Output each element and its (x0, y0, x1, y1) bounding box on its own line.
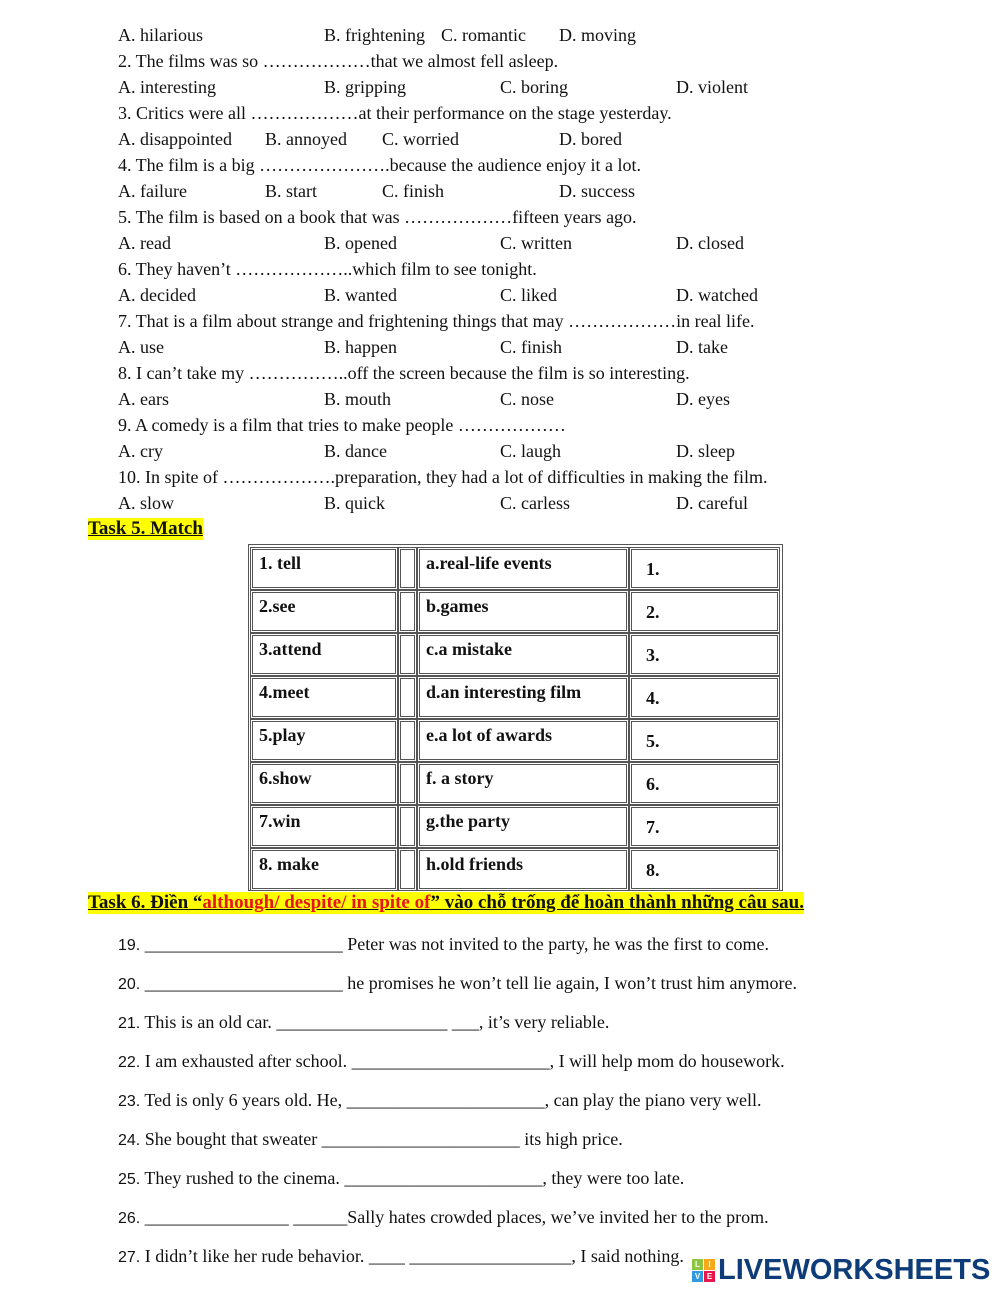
sentence-item (118, 933, 769, 957)
item-sentence[interactable]: ________________ ______Sally hates crowded places, we’ve invited her to the prom. (140, 1207, 769, 1227)
item-number: 20. (118, 976, 141, 993)
match-divider-cell (398, 676, 417, 719)
option-d: D. bored (559, 129, 622, 149)
option-a: A. failure (118, 181, 187, 201)
answer-cell[interactable]: 2. (629, 590, 780, 633)
match-left-cell: 8. make (250, 848, 398, 891)
option-d: D. violent (676, 77, 748, 97)
option-b: B. start (265, 181, 317, 201)
answer-cell[interactable]: 4. (629, 676, 780, 719)
item-sentence[interactable]: She bought that sweater ______________________ its high price. (140, 1129, 623, 1149)
match-right-cell: a.real-life events (417, 547, 629, 590)
option-c: C. finish (382, 181, 445, 201)
option-c: C. finish (500, 337, 563, 357)
item-number: 23. (118, 1093, 141, 1110)
answer-cell[interactable]: 1. (629, 547, 780, 590)
question-text: 4. The film is a big ………………….because the audience enjoy it a lot. (118, 155, 642, 175)
option-c: C. worried (382, 129, 459, 149)
sentence-item (118, 1167, 684, 1191)
match-divider-cell (398, 762, 417, 805)
task6-title (88, 892, 804, 914)
match-right-cell: g.the party (417, 805, 629, 848)
question-text: 5. The film is based on a book that was ………………fifteen years ago. (118, 207, 637, 227)
item-number: 25. (118, 1171, 141, 1188)
option-b: B. mouth (324, 389, 392, 409)
match-right-cell: f. a story (417, 762, 629, 805)
option-b: B. dance (324, 441, 387, 461)
item-number: 19. (118, 937, 141, 954)
match-divider-cell (398, 805, 417, 848)
task5-title: Task 5. Match (88, 518, 203, 539)
logo-letter-tile: I (704, 1259, 715, 1270)
option-b: B. gripping (324, 77, 407, 97)
answer-cell[interactable]: 3. (629, 633, 780, 676)
match-left-cell: 6.show (250, 762, 398, 805)
item-number: 22. (118, 1054, 141, 1071)
answer-cell[interactable]: 6. (629, 762, 780, 805)
match-left-cell: 3.attend (250, 633, 398, 676)
option-b: B. happen (324, 337, 397, 357)
item-sentence[interactable]: I didn’t like her rude behavior. ____ __________________, I said nothing. (140, 1246, 684, 1266)
option-d: D. careful (676, 493, 748, 513)
option-a: A. read (118, 233, 171, 253)
option-a: A. hilarious (118, 25, 203, 45)
option-c: C. boring (500, 77, 569, 97)
option-a: A. ears (118, 389, 169, 409)
option-c: C. carless (500, 493, 570, 513)
option-d: D. moving (559, 25, 637, 45)
option-b: B. wanted (324, 285, 397, 305)
logo-text: LIVEWORKSHEETS (718, 1254, 991, 1286)
option-b: B. opened (324, 233, 397, 253)
match-divider-cell (398, 848, 417, 891)
sentence-item (118, 1206, 769, 1230)
match-divider-cell (398, 719, 417, 762)
option-d: D. eyes (676, 389, 730, 409)
answer-cell[interactable]: 5. (629, 719, 780, 762)
option-d: D. closed (676, 233, 744, 253)
match-left-cell: 5.play (250, 719, 398, 762)
logo-letter-tile: E (704, 1271, 715, 1282)
sentence-item (118, 972, 797, 996)
question-text: 6. They haven’t ………………..which film to see tonight. (118, 259, 537, 279)
question-text: 9. A comedy is a film that tries to make people ……………… (118, 415, 566, 435)
match-left-cell: 7.win (250, 805, 398, 848)
sentence-item (118, 1089, 762, 1113)
sentence-item (118, 1050, 785, 1074)
answer-cell[interactable]: 7. (629, 805, 780, 848)
option-d: D. success (559, 181, 635, 201)
option-c: C. romantic (441, 25, 526, 45)
item-number: 21. (118, 1015, 141, 1032)
logo-letter-tile: L (692, 1259, 703, 1270)
question-text: 8. I can’t take my ……………..off the screen because the film is so interesting. (118, 363, 690, 383)
question-text: 7. That is a film about strange and frightening things that may ………………in real life. (118, 311, 755, 331)
item-sentence[interactable]: I am exhausted after school. ______________________, I will help mom do housework. (140, 1051, 785, 1071)
sentence-item (118, 1245, 684, 1269)
item-number: 27. (118, 1249, 141, 1266)
match-right-cell: e.a lot of awards (417, 719, 629, 762)
option-c: C. written (500, 233, 572, 253)
sentence-item (118, 1128, 623, 1152)
option-b: B. quick (324, 493, 385, 513)
option-b: B. frightening (324, 25, 425, 45)
item-sentence[interactable]: This is an old car. ___________________ ___, it’s very reliable. (140, 1012, 610, 1032)
option-d: D. watched (676, 285, 758, 305)
match-table (248, 544, 783, 891)
liveworksheets-logo (692, 1254, 990, 1287)
match-right-cell: h.old friends (417, 848, 629, 891)
option-a: A. interesting (118, 77, 216, 97)
task6-title-keywords: although/ despite/ in spite of (202, 892, 431, 913)
match-right-cell: d.an interesting film (417, 676, 629, 719)
item-sentence[interactable]: Ted is only 6 years old. He, ______________________, can play the piano very well. (140, 1090, 762, 1110)
option-d: D. take (676, 337, 728, 357)
option-d: D. sleep (676, 441, 735, 461)
task6-title-post: ” vào chỗ trống để hoàn thành những câu sau. (430, 892, 804, 913)
item-sentence[interactable]: ______________________ Peter was not invited to the party, he was the first to come. (140, 934, 769, 954)
item-sentence[interactable]: They rushed to the cinema. ______________________, they were too late. (140, 1168, 685, 1188)
match-left-cell: 2.see (250, 590, 398, 633)
match-left-cell: 4.meet (250, 676, 398, 719)
option-a: A. decided (118, 285, 196, 305)
match-left-cell: 1. tell (250, 547, 398, 590)
match-divider-cell (398, 547, 417, 590)
option-b: B. annoyed (265, 129, 347, 149)
match-right-cell: c.a mistake (417, 633, 629, 676)
option-c: C. nose (500, 389, 554, 409)
option-a: A. disappointed (118, 129, 232, 149)
task6-title-pre: Task 6. Điền “ (88, 892, 203, 913)
option-a: A. cry (118, 441, 163, 461)
option-c: C. liked (500, 285, 557, 305)
live-icon (692, 1259, 715, 1282)
match-divider-cell (398, 590, 417, 633)
option-a: A. slow (118, 493, 175, 513)
answer-cell[interactable]: 8. (629, 848, 780, 891)
match-right-cell: b.games (417, 590, 629, 633)
item-sentence[interactable]: ______________________ he promises he won’t tell lie again, I won’t trust him anymore. (140, 973, 797, 993)
question-text: 10. In spite of ……………….preparation, they had a lot of difficulties in making the film. (118, 467, 768, 487)
question-text: 3. Critics were all ………………at their performance on the stage yesterday. (118, 103, 672, 123)
sentence-item (118, 1011, 609, 1035)
question-text: 2. The films was so ………………that we almost fell asleep. (118, 51, 559, 71)
option-a: A. use (118, 337, 164, 357)
logo-letter-tile: V (692, 1271, 703, 1282)
item-number: 24. (118, 1132, 141, 1149)
match-divider-cell (398, 633, 417, 676)
item-number: 26. (118, 1210, 141, 1227)
option-c: C. laugh (500, 441, 561, 461)
